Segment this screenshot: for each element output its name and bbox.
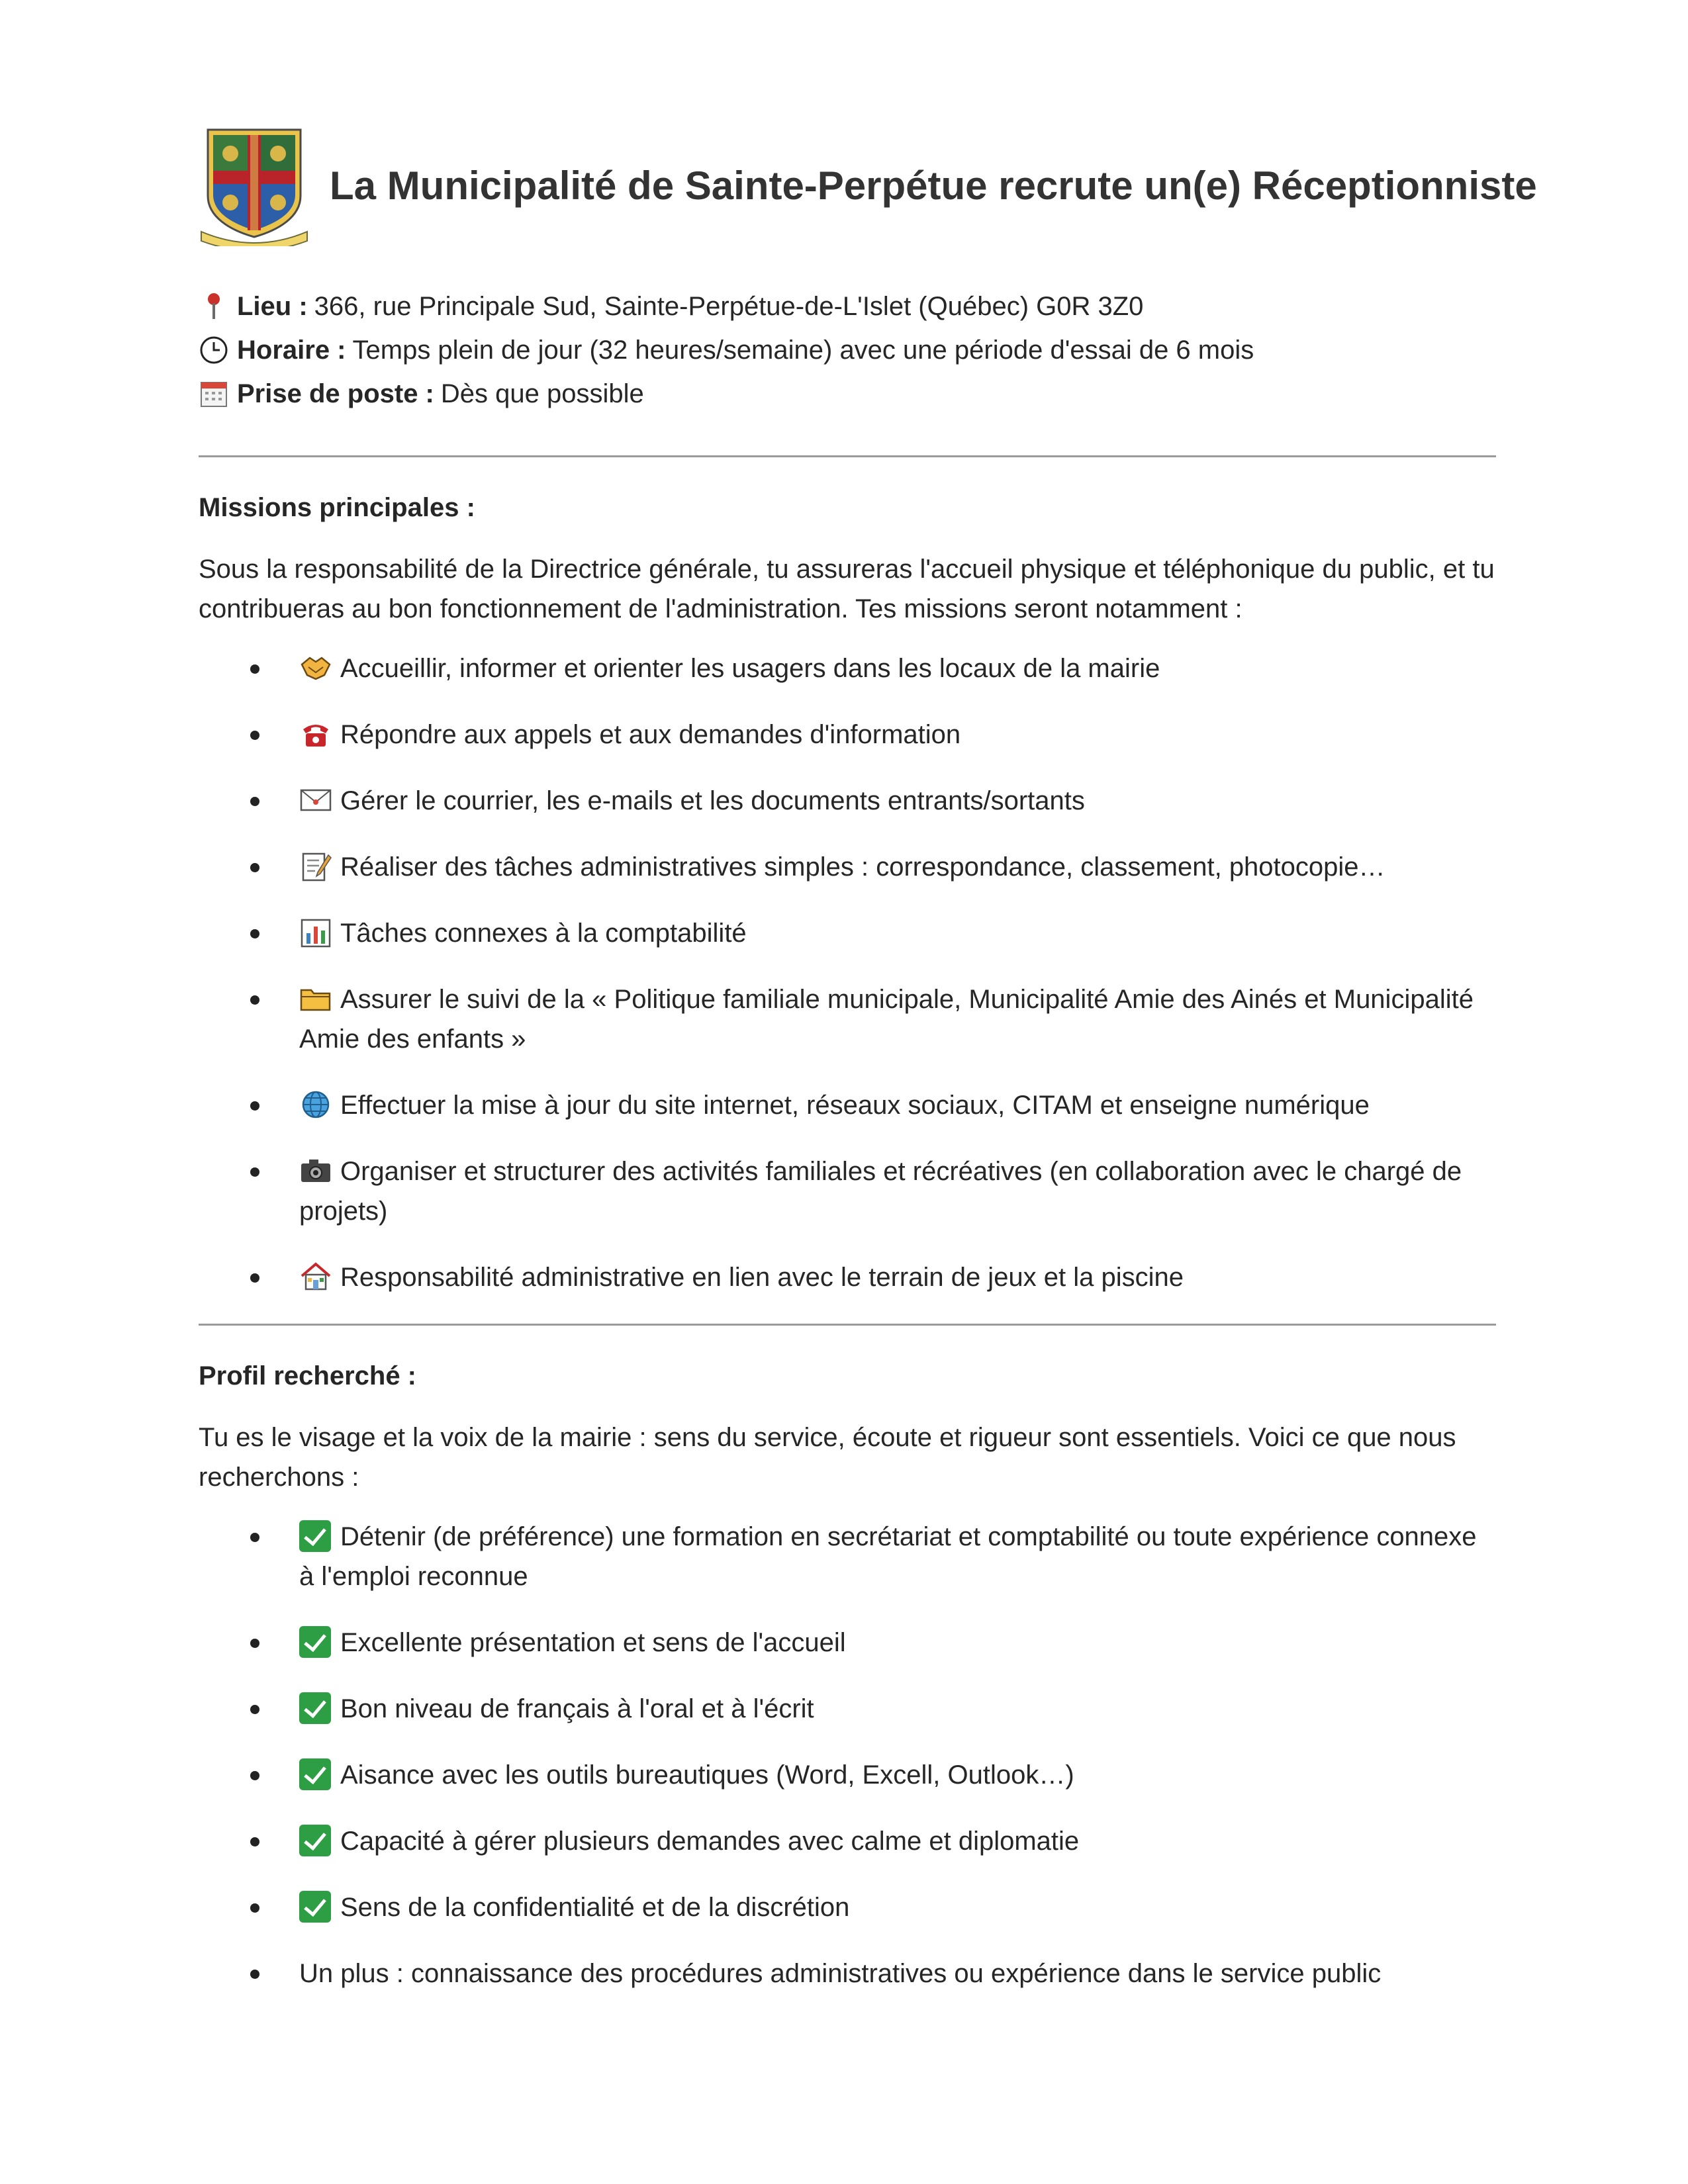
list-item (199, 1954, 1496, 1993)
header (199, 119, 1537, 251)
telephone-icon (299, 719, 332, 749)
envelope-icon (299, 785, 332, 815)
info-label: Prise de poste : (237, 379, 434, 408)
bar-chart-icon (299, 917, 332, 948)
list-item (199, 1689, 1496, 1729)
calendar-icon (199, 379, 229, 409)
info-label: Lieu : (237, 292, 308, 321)
list-item (199, 1755, 1496, 1795)
bullet (250, 1533, 259, 1542)
item-text: Détenir (de préférence) une formation en secrétariat et comptabilité ou toute expérience connexe à l'emploi reconnue (299, 1522, 1477, 1591)
page-title: La Municipalité de Sainte-Perpétue recrute un(e) Réceptionniste (330, 163, 1537, 208)
item-text: Accueillir, informer et orienter les usagers dans les locaux de la mairie (340, 654, 1160, 683)
item-text: Assurer le suivi de la « Politique familiale municipale, Municipalité Amie des Ainés et Municipalité Amie des enfants » (299, 985, 1474, 1054)
bullet (250, 1705, 259, 1714)
check-mark-icon (299, 1891, 331, 1923)
info-value: Temps plein de jour (32 heures/semaine) avec une période d'essai de 6 mois (352, 336, 1254, 365)
list-item (199, 715, 1496, 754)
bullet (250, 1970, 259, 1979)
bullet (250, 995, 259, 1005)
pin-icon (199, 291, 229, 322)
bullet (250, 863, 259, 872)
item-text: Excellente présentation et sens de l'accueil (340, 1628, 846, 1657)
item-text: Responsabilité administrative en lien avec le terrain de jeux et la piscine (340, 1263, 1184, 1292)
missions-intro: Sous la responsabilité de la Directrice générale, tu assureras l'accueil physique et téléphonique du public, et tu contribueras au bon fonctionnement de l'administration. Tes missions seront notamment : (199, 555, 1495, 623)
list-item (199, 1623, 1496, 1662)
info-block (199, 285, 1496, 416)
list-item (199, 649, 1496, 688)
info-location (199, 285, 1496, 328)
info-schedule (199, 328, 1496, 372)
bullet (250, 797, 259, 806)
item-text: Sens de la confidentialité et de la discrétion (340, 1893, 850, 1922)
item-text: Organiser et structurer des activités familiales et récréatives (en collaboration avec le chargé de projets) (299, 1157, 1462, 1226)
list-item (199, 781, 1496, 821)
list-item (199, 1257, 1496, 1297)
item-text: Effectuer la mise à jour du site internet, réseaux sociaux, CITAM et enseigne numérique (340, 1091, 1370, 1120)
info-start (199, 372, 1496, 416)
item-text: Aisance avec les outils bureautiques (Word, Excell, Outlook…) (340, 1760, 1074, 1790)
profile-intro: Tu es le visage et la voix de la mairie : sens du service, écoute et rigueur sont essentiels. Voici ce que nous recherchons : (199, 1423, 1456, 1492)
item-text: Bon niveau de français à l'oral et à l'écrit (340, 1694, 814, 1723)
missions-list (199, 649, 1496, 1297)
check-mark-icon (299, 1520, 331, 1552)
bullet (250, 1167, 259, 1177)
bullet (250, 1639, 259, 1648)
coat-of-arms-icon (199, 124, 310, 246)
list-item (199, 1888, 1496, 1927)
house-icon (299, 1261, 332, 1292)
item-text: Tâches connexes à la comptabilité (340, 919, 747, 948)
divider (199, 1324, 1496, 1326)
check-mark-icon (299, 1825, 331, 1856)
camera-icon (299, 1156, 332, 1186)
profile-list (199, 1517, 1496, 1993)
list-item (199, 1821, 1496, 1861)
check-mark-icon (299, 1758, 331, 1790)
item-text: Répondre aux appels et aux demandes d'information (340, 720, 961, 749)
bullet (250, 1837, 259, 1846)
list-item (199, 1085, 1496, 1125)
info-value: 366, rue Principale Sud, Sainte-Perpétue-de-L'Islet (Québec) G0R 3Z0 (314, 292, 1144, 321)
job-posting-page (199, 119, 1537, 2020)
item-text: Gérer le courrier, les e-mails et les documents entrants/sortants (340, 786, 1085, 815)
check-mark-icon (299, 1626, 331, 1658)
check-mark-icon (299, 1692, 331, 1724)
globe-icon (299, 1089, 332, 1120)
clock-icon (199, 335, 229, 365)
list-item (199, 847, 1496, 887)
bullet (250, 1903, 259, 1913)
bullet (250, 929, 259, 938)
bullet (250, 1273, 259, 1283)
item-text: Réaliser des tâches administratives simples : correspondance, classement, photocopie… (340, 852, 1385, 882)
folder-icon (299, 983, 332, 1014)
list-item (199, 1517, 1496, 1596)
handshake-icon (299, 653, 332, 683)
bullet (250, 1101, 259, 1111)
info-label: Horaire : (237, 336, 346, 365)
bullet (250, 1771, 259, 1780)
memo-icon (299, 851, 332, 882)
divider (199, 455, 1496, 457)
list-item (199, 1152, 1496, 1231)
list-item (199, 979, 1496, 1059)
item-text: Un plus : connaissance des procédures administratives ou expérience dans le service public (299, 1959, 1382, 1988)
bullet (250, 664, 259, 674)
item-text: Capacité à gérer plusieurs demandes avec calme et diplomatie (340, 1827, 1080, 1856)
list-item (199, 913, 1496, 953)
bullet (250, 731, 259, 740)
profile-title: Profil recherché : (199, 1361, 417, 1390)
info-value: Dès que possible (440, 379, 644, 408)
missions-title: Missions principales : (199, 493, 475, 522)
